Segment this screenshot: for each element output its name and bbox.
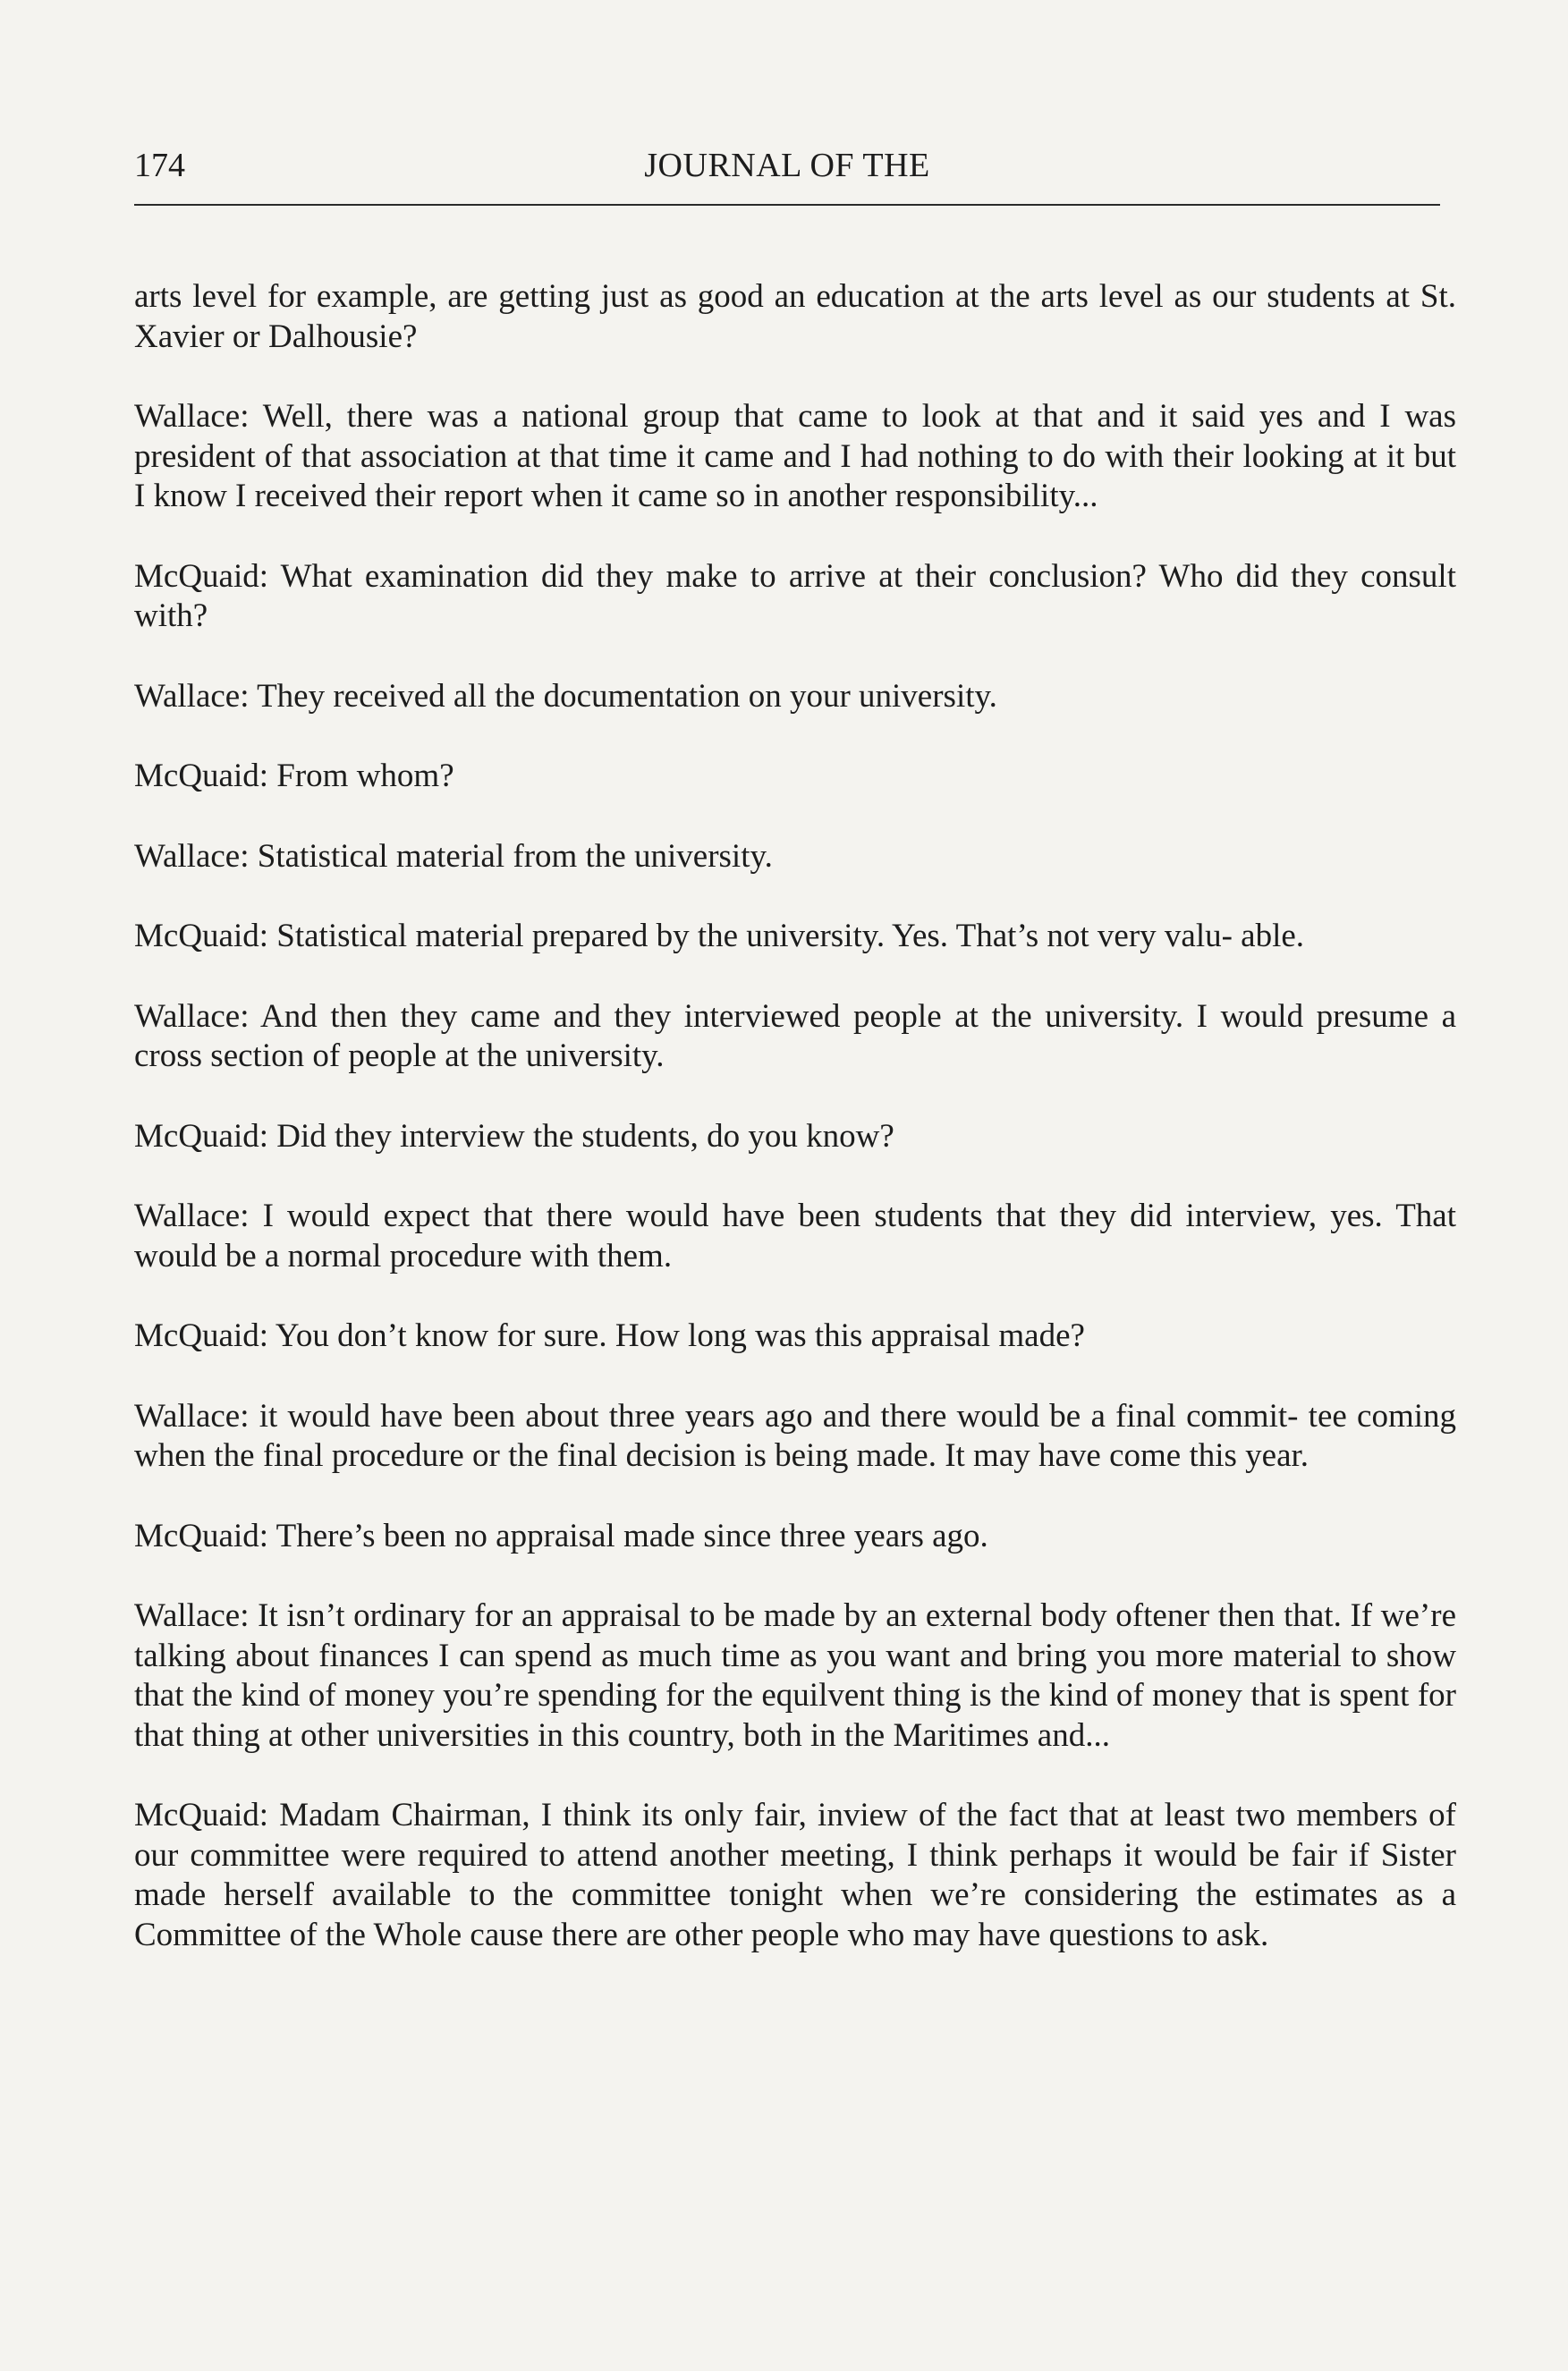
paragraph-mcquaid-no-appraisal: McQuaid: There’s been no appraisal made since three years ago. — [134, 1517, 988, 1554]
page-number: 174 — [134, 147, 185, 184]
paragraph-mcquaid-madam-chairman: McQuaid: Madam Chairman, I think its only fair, inview of the fact that at least two members of our committee were required to attend another meeting, I think perhaps it would be fair if Sister made herself available to the committee tonight when we’re considering the estimates as a Committee of the Whole cause there are other people who may have questions to ask. — [134, 1797, 1456, 1953]
paragraph-mcquaid-from-whom: McQuaid: From whom? — [134, 758, 454, 794]
header-rule — [134, 204, 1440, 206]
paragraph-mcquaid-examination: McQuaid: What examination did they make to arrive at their conclusion? Who did they consult with? — [134, 557, 1456, 634]
paragraph-wallace-finances: Wallace: It isn’t ordinary for an appraisal to be made by an external body oftener then that. If we’re talking about finances I can spend as much time as you want and bring you more material to show that the kind of money you’re spending for the equilvent thing is the kind of money that is spent for that thing at other universities in this country, both in the Maritimes and... — [134, 1597, 1456, 1754]
paragraph-wallace-documentation: Wallace: They received all the documentation on your university. — [134, 677, 997, 715]
paragraph-wallace-statistical: Wallace: Statistical material from the university. — [134, 837, 773, 875]
paragraph-mcquaid-students: McQuaid: Did they interview the students, do you know? — [134, 1117, 894, 1155]
paragraph-mcquaid-how-long: McQuaid: You don’t know for sure. How long was this appraisal made? — [134, 1317, 1085, 1354]
paragraph-mcquaid-statistical: McQuaid: Statistical material prepared by the university. Yes. That’s not very valu- able. — [134, 918, 1305, 954]
journal-title: JOURNAL OF THE — [644, 147, 930, 184]
paragraph-wallace-three-years: Wallace: it would have been about three years ago and there would be a final commit- tee coming when the final procedure or the final decision is being made. It may have come this year. — [134, 1397, 1456, 1474]
paragraph-wallace-interviewed: Wallace: And then they came and they interviewed people at the university. I would presume a cross section of people at the university. — [134, 997, 1456, 1074]
paragraph-wallace-expect: Wallace: I would expect that there would have been students that they did interview, yes. That would be a normal procedure with them. — [134, 1198, 1456, 1274]
paragraph-continuation: arts level for example, are getting just as good an education at the arts level as our students at St. Xavier or Dalhousie? — [134, 278, 1456, 355]
running-head — [134, 143, 1440, 188]
paragraph-wallace-national-group: Wallace: Well, there was a national group that came to look at that and it said yes and I was president of that association at that time it came and I had nothing to do with their looking at it but I know I received their report when it came so in another responsibility... — [134, 398, 1456, 514]
transcript-body — [134, 277, 1456, 1995]
